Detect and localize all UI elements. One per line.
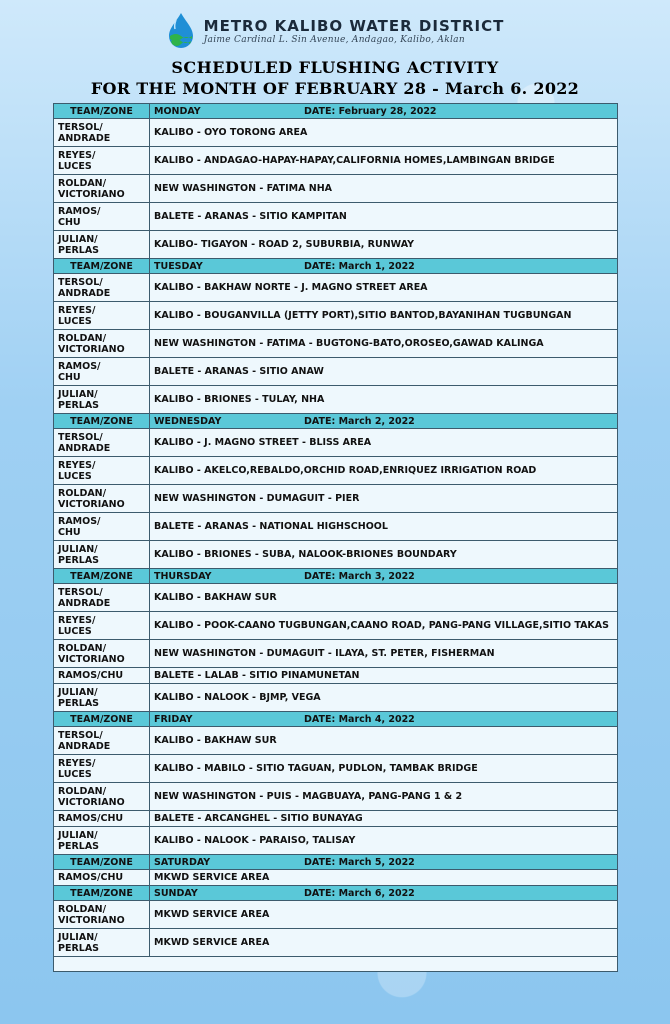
- team-name: ROLDAN/: [58, 785, 107, 797]
- team-name: PERLAS: [58, 697, 100, 709]
- day-label: SUNDAY: [154, 887, 198, 899]
- table-row: [54, 584, 618, 612]
- day-label: MONDAY: [154, 105, 201, 117]
- team-cell: [54, 755, 150, 783]
- team-cell: [54, 358, 150, 386]
- team-cell: [54, 203, 150, 231]
- team-name: TERSOL/: [58, 431, 103, 443]
- day-label: FRIDAY: [154, 713, 193, 725]
- area-cell: BALETE - ARANAS - NATIONAL HIGHSCHOOL: [150, 513, 618, 541]
- table-row: [54, 783, 618, 811]
- team-name: LUCES: [58, 768, 92, 780]
- org-name: METRO KALIBO WATER DISTRICT: [203, 17, 505, 35]
- table-row: [54, 727, 618, 755]
- team-name: CHU: [58, 526, 81, 538]
- water-drop-logo-icon: [166, 12, 196, 50]
- header: [0, 10, 670, 98]
- day-header-row: [54, 259, 618, 274]
- team-name: LUCES: [58, 315, 92, 327]
- team-name: LUCES: [58, 160, 92, 172]
- table-row: [54, 119, 618, 147]
- page-title: SCHEDULED FLUSHING ACTIVITY: [171, 58, 499, 77]
- table-row: [54, 147, 618, 175]
- day-header-row: [54, 104, 618, 119]
- team-cell: [54, 727, 150, 755]
- team-name: JULIAN/: [58, 388, 98, 400]
- table-footer-row: [54, 957, 618, 972]
- team-cell: [54, 811, 150, 827]
- table-row: [54, 457, 618, 485]
- team-name: CHU: [58, 216, 81, 228]
- date-label: DATE: February 28, 2022: [304, 105, 437, 117]
- area-cell: KALIBO - BAKHAW NORTE - J. MAGNO STREET AREA: [150, 274, 618, 302]
- area-cell: KALIBO - BRIONES - TULAY, NHA: [150, 386, 618, 414]
- area-cell: MKWD SERVICE AREA: [150, 870, 618, 886]
- team-cell: [54, 827, 150, 855]
- team-name: REYES/: [58, 459, 96, 471]
- day-date-header: [150, 569, 618, 584]
- brand: [0, 10, 670, 52]
- team-name: ANDRADE: [58, 442, 111, 454]
- team-name: RAMOS/: [58, 515, 101, 527]
- team-cell: [54, 668, 150, 684]
- table-row: [54, 755, 618, 783]
- team-name: PERLAS: [58, 942, 100, 954]
- team-name: ROLDAN/: [58, 642, 107, 654]
- date-label: DATE: March 4, 2022: [304, 713, 415, 725]
- team-name: REYES/: [58, 614, 96, 626]
- team-name: TERSOL/: [58, 121, 103, 133]
- area-cell: KALIBO - BAKHAW SUR: [150, 584, 618, 612]
- team-zone-header: TEAM/ZONE: [54, 712, 150, 727]
- team-name: LUCES: [58, 625, 92, 637]
- team-name: CHU: [58, 371, 81, 383]
- area-cell: KALIBO- TIGAYON - ROAD 2, SUBURBIA, RUNWAY: [150, 231, 618, 259]
- day-date-header: [150, 855, 618, 870]
- area-cell: KALIBO - ANDAGAO-HAPAY-HAPAY,CALIFORNIA HOMES,LAMBINGAN BRIDGE: [150, 147, 618, 175]
- day-date-header: [150, 259, 618, 274]
- area-cell: KALIBO - NALOOK - PARAISO, TALISAY: [150, 827, 618, 855]
- team-cell: [54, 584, 150, 612]
- table-row: [54, 612, 618, 640]
- team-zone-header: TEAM/ZONE: [54, 886, 150, 901]
- team-cell: [54, 231, 150, 259]
- day-date-header: [150, 712, 618, 727]
- table-row: [54, 929, 618, 957]
- team-name: ROLDAN/: [58, 332, 107, 344]
- team-cell: [54, 640, 150, 668]
- team-cell: [54, 684, 150, 712]
- team-name: ANDRADE: [58, 132, 111, 144]
- footer-cell: [54, 957, 618, 972]
- team-zone-header: TEAM/ZONE: [54, 569, 150, 584]
- team-name: ANDRADE: [58, 287, 111, 299]
- team-name: VICTORIANO: [58, 653, 125, 665]
- team-name: JULIAN/: [58, 543, 98, 555]
- area-cell: KALIBO - J. MAGNO STREET - BLISS AREA: [150, 429, 618, 457]
- page-subtitle: FOR THE MONTH OF FEBRUARY 28 - March 6. 2022: [90, 79, 580, 98]
- team-name: VICTORIANO: [58, 498, 125, 510]
- team-zone-header: TEAM/ZONE: [54, 414, 150, 429]
- area-cell: NEW WASHINGTON - FATIMA - BUGTONG-BATO,OROSEO,GAWAD KALINGA: [150, 330, 618, 358]
- team-cell: [54, 901, 150, 929]
- area-cell: MKWD SERVICE AREA: [150, 929, 618, 957]
- area-cell: KALIBO - MABILO - SITIO TAGUAN, PUDLON, TAMBAK BRIDGE: [150, 755, 618, 783]
- table-row: [54, 684, 618, 712]
- area-cell: KALIBO - AKELCO,REBALDO,ORCHID ROAD,ENRIQUEZ IRRIGATION ROAD: [150, 457, 618, 485]
- team-cell: [54, 870, 150, 886]
- team-name: VICTORIANO: [58, 914, 125, 926]
- team-name: LUCES: [58, 470, 92, 482]
- area-cell: KALIBO - BOUGANVILLA (JETTY PORT),SITIO BANTOD,BAYANIHAN TUGBUNGAN: [150, 302, 618, 330]
- area-cell: KALIBO - POOK-CAANO TUGBUNGAN,CAANO ROAD, PANG-PANG VILLAGE,SITIO TAKAS: [150, 612, 618, 640]
- day-label: WEDNESDAY: [154, 415, 222, 427]
- team-name: RAMOS/CHU: [58, 813, 124, 824]
- team-name: PERLAS: [58, 244, 100, 256]
- day-label: SATURDAY: [154, 856, 211, 868]
- team-name: PERLAS: [58, 399, 100, 411]
- table-row: [54, 901, 618, 929]
- team-name: RAMOS/: [58, 360, 101, 372]
- table-row: [54, 274, 618, 302]
- team-cell: [54, 612, 150, 640]
- team-cell: [54, 147, 150, 175]
- schedule-table: [53, 103, 618, 972]
- day-date-header: [150, 104, 618, 119]
- area-cell: BALETE - LALAB - SITIO PINAMUNETAN: [150, 668, 618, 684]
- day-label: TUESDAY: [154, 260, 203, 272]
- team-name: JULIAN/: [58, 829, 98, 841]
- team-zone-header: TEAM/ZONE: [54, 104, 150, 119]
- team-cell: [54, 274, 150, 302]
- team-name: REYES/: [58, 304, 96, 316]
- team-name: ROLDAN/: [58, 903, 107, 915]
- area-cell: BALETE - ARCANGHEL - SITIO BUNAYAG: [150, 811, 618, 827]
- team-name: PERLAS: [58, 554, 100, 566]
- team-cell: [54, 119, 150, 147]
- table-row: [54, 330, 618, 358]
- day-label: THURSDAY: [154, 570, 212, 582]
- org-address: Jaime Cardinal L. Sin Avenue, Andagao, Kalibo, Aklan: [203, 35, 465, 45]
- date-label: DATE: March 6, 2022: [304, 887, 415, 899]
- area-cell: NEW WASHINGTON - PUIS - MAGBUAYA, PANG-PANG 1 & 2: [150, 783, 618, 811]
- day-header-row: [54, 569, 618, 584]
- team-zone-header: TEAM/ZONE: [54, 259, 150, 274]
- team-zone-header: TEAM/ZONE: [54, 855, 150, 870]
- table-row: [54, 870, 618, 886]
- date-label: DATE: March 3, 2022: [304, 570, 415, 582]
- table-row: [54, 386, 618, 414]
- team-name: TERSOL/: [58, 729, 103, 741]
- team-name: TERSOL/: [58, 276, 103, 288]
- day-header-row: [54, 414, 618, 429]
- table-row: [54, 175, 618, 203]
- date-label: DATE: March 2, 2022: [304, 415, 415, 427]
- team-cell: [54, 485, 150, 513]
- area-cell: NEW WASHINGTON - FATIMA NHA: [150, 175, 618, 203]
- team-cell: [54, 541, 150, 569]
- team-name: RAMOS/CHU: [58, 670, 124, 681]
- table-row: [54, 429, 618, 457]
- table-row: [54, 827, 618, 855]
- table-row: [54, 358, 618, 386]
- day-header-row: [54, 855, 618, 870]
- team-name: RAMOS/: [58, 205, 101, 217]
- table-row: [54, 640, 618, 668]
- team-name: REYES/: [58, 149, 96, 161]
- team-name: ROLDAN/: [58, 177, 107, 189]
- team-name: JULIAN/: [58, 686, 98, 698]
- day-header-row: [54, 712, 618, 727]
- area-cell: KALIBO - OYO TORONG AREA: [150, 119, 618, 147]
- team-cell: [54, 429, 150, 457]
- area-cell: NEW WASHINGTON - DUMAGUIT - PIER: [150, 485, 618, 513]
- team-name: ROLDAN/: [58, 487, 107, 499]
- team-name: VICTORIANO: [58, 188, 125, 200]
- team-name: ANDRADE: [58, 597, 111, 609]
- area-cell: KALIBO - BAKHAW SUR: [150, 727, 618, 755]
- team-name: PERLAS: [58, 840, 100, 852]
- date-label: DATE: March 1, 2022: [304, 260, 415, 272]
- day-header-row: [54, 886, 618, 901]
- table-row: [54, 203, 618, 231]
- team-name: VICTORIANO: [58, 796, 125, 808]
- team-name: JULIAN/: [58, 233, 98, 245]
- table-row: [54, 485, 618, 513]
- team-name: TERSOL/: [58, 586, 103, 598]
- team-cell: [54, 386, 150, 414]
- team-cell: [54, 513, 150, 541]
- area-cell: MKWD SERVICE AREA: [150, 901, 618, 929]
- team-name: ANDRADE: [58, 740, 111, 752]
- team-cell: [54, 330, 150, 358]
- area-cell: KALIBO - NALOOK - BJMP, VEGA: [150, 684, 618, 712]
- team-cell: [54, 457, 150, 485]
- team-name: VICTORIANO: [58, 343, 125, 355]
- day-date-header: [150, 886, 618, 901]
- area-cell: NEW WASHINGTON - DUMAGUIT - ILAYA, ST. PETER, FISHERMAN: [150, 640, 618, 668]
- table-row: [54, 541, 618, 569]
- date-label: DATE: March 5, 2022: [304, 856, 415, 868]
- table-row: [54, 811, 618, 827]
- table-row: [54, 231, 618, 259]
- area-cell: KALIBO - BRIONES - SUBA, NALOOK-BRIONES BOUNDARY: [150, 541, 618, 569]
- area-cell: BALETE - ARANAS - SITIO ANAW: [150, 358, 618, 386]
- day-date-header: [150, 414, 618, 429]
- team-name: JULIAN/: [58, 931, 98, 943]
- team-cell: [54, 929, 150, 957]
- team-name: RAMOS/CHU: [58, 872, 124, 883]
- table-row: [54, 668, 618, 684]
- table-row: [54, 302, 618, 330]
- table-row: [54, 513, 618, 541]
- team-cell: [54, 783, 150, 811]
- team-cell: [54, 175, 150, 203]
- area-cell: BALETE - ARANAS - SITIO KAMPITAN: [150, 203, 618, 231]
- team-name: REYES/: [58, 757, 96, 769]
- team-cell: [54, 302, 150, 330]
